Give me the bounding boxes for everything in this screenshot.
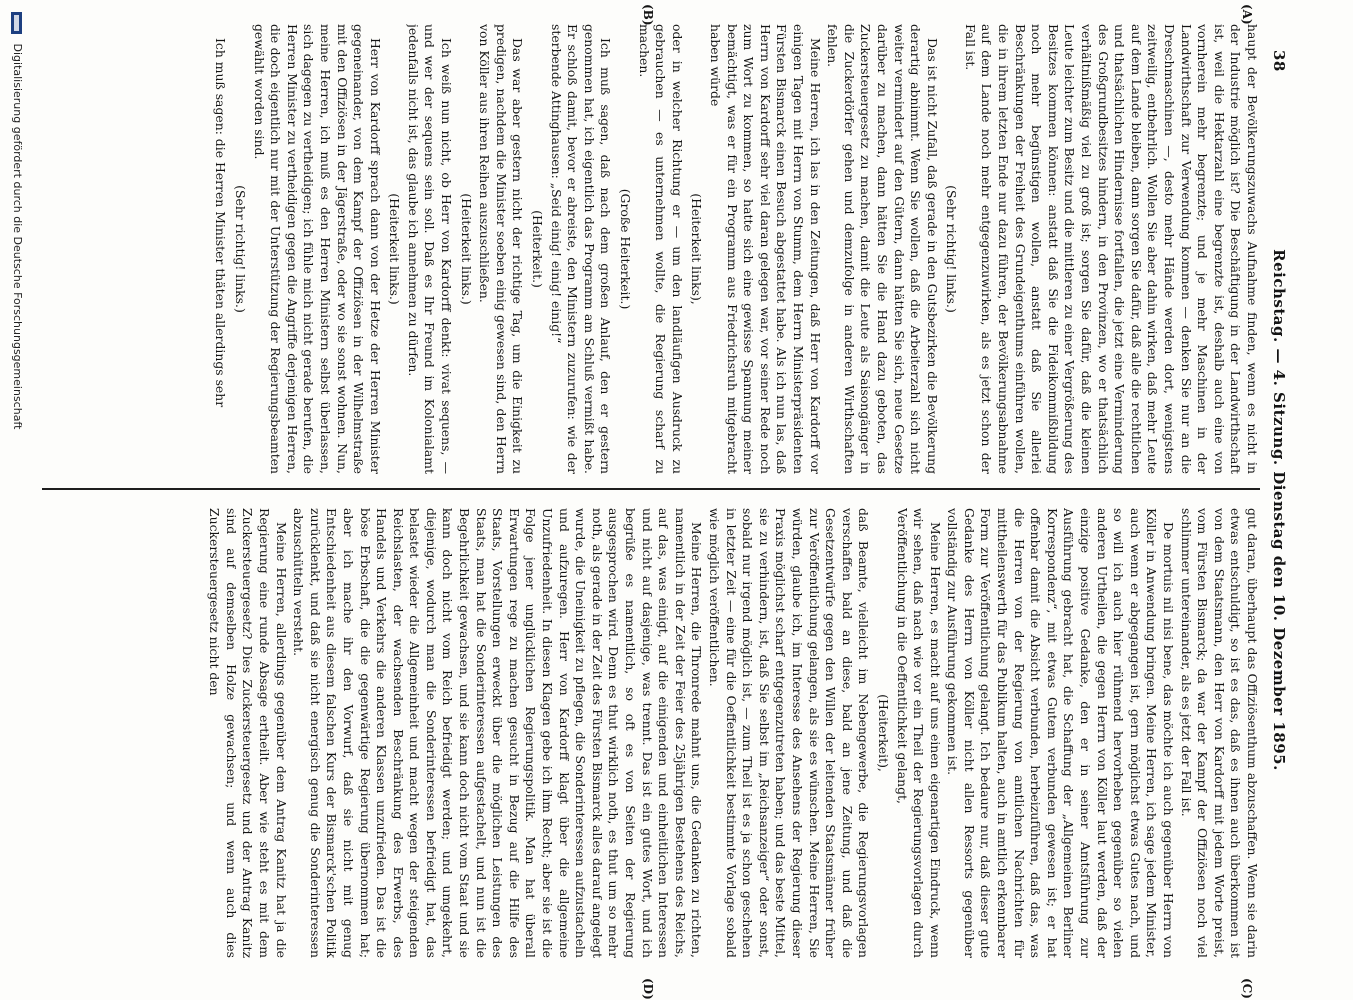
margin-marker-c: (C) xyxy=(1240,978,1254,999)
dfg-logo-icon xyxy=(12,12,23,34)
interjection: (Heiterkeit links.) xyxy=(387,193,403,305)
interjection: (Heiterkeit links), xyxy=(689,193,705,305)
interjection: (Heiterkeit.) xyxy=(530,210,546,288)
column-divider xyxy=(42,488,1260,490)
paragraph: Meine Herren, allerdings gegenüber dem Antrag Kanitz hat ja die Regierung eine runde Absage ertheilt. Aber wie steht es mit dem Zuckersteuergesetz? Dies Zuckersteuergesetz und der Antrag Kanitz sind auf demselben Holze gewachsen; und wenn auch dies Zuckersteuergesetz nicht den xyxy=(207,508,289,958)
interjection: (Große Heiterkeit.) xyxy=(618,188,634,310)
paragraph: Das ist nicht Zufall, daß gerade in den Gutsbezirken die Bevölkerung derartig abnimmt. Wenn Sie wollen, daß die Arbeiterzahl sich nicht weiter vermindert auf den Gütern, dann hätten Sie sich, neue Gesetze darüber zu machen, dann hätten Sie die Hand dazu geboten, das Zuckersteuergesetz zu machen, damit die Leute als Saisongänger in die Zuckerdörfer gehen und demzufolge in anderen Wirthschaften fehlen. xyxy=(825,24,940,474)
right-text-column xyxy=(45,508,1260,958)
paragraph: Ich muß sagen: die Herren Minister thäten allerdings sehr xyxy=(213,38,229,408)
margin-marker-d: (D) xyxy=(641,978,655,1000)
paragraph: daß Beamte, vielleicht im Nebengewerbe, die Regierungsvorlagen verschaffen bald an diese, bald an jene Zeitung, und daß die Gesetzentwürfe gegen den Willen der leitenden Staatsmänner früher zur Veröffentlichung gelangen, als sie es wünschen. Meine Herren, Sie würden, glaube ich, im Interesse des Ansehens der Regierung dieser Praxis möglichst scharf entgegenzutreten haben; und das beste Mittel, sie zu verhindern, ist, daß Sie selbst im „Reichsanzeiger“ oder sonst, sobald nur irgend möglich ist, — zum Theil ist es ja schon geschehen in letzter Zeit — eine für die Oeffentlichkeit bestimmte Vorlage sobald wie möglich veröffentlichen. xyxy=(707,508,872,958)
digitization-credit xyxy=(8,12,24,992)
paragraph: oder in welcher Richtung er — um den landläufigen Ausdruck zu gebrauchen — es unternehmen wollte, die Regierung scharf zu machen. xyxy=(636,24,685,474)
interjection: (Sehr richtig! links.) xyxy=(944,185,960,313)
interjection: (Heiterkeit), xyxy=(875,694,891,772)
paragraph: Das war aber gestern nicht der richtige Tag, um die Einigkeit zu predigen, nachdem die Minister soeben einig gewesen sind, den Herrn von Köller aus ihren Reihen auszuschließen. xyxy=(477,24,526,474)
paragraph: Meine Herren, es macht auf uns einen eigenartigen Eindruck, wenn wir sehen, daß nach wie vor ein Theil der Regierungsvorlagen durch Veröffentlichung in die Oeffentlichkeit gelangt, xyxy=(894,508,943,958)
paragraph: haupt der Bevölkerungszuwachs Aufnahme finden, wenn es nicht in der Industrie möglich ist? Die Beschäftigung in der Landwirthschaft ist, weil die Hektarzahl eine begrenzte ist, deshalb auch eine von vornherein mehr begrenzte; und je mehr Maschinen in der Landwirthschaft zur Verwendung kommen — denken Sie nur an die Dreschmaschinen —, desto mehr Hände werden dort, wenigstens zeitweilig, entbehrlich. Wollen Sie aber dahin wirken, daß mehr Leute auf dem Lande bleiben, dann sorgen Sie dafür, daß alle die rechtlichen und thatsächlichen Hindernisse fortfallen, die jetzt eine Verminderung des Großgrundbesitzes hindern, in den Provinzen, wo er thatsächlich verhältnißmäßig viel zu groß ist; sorgen Sie dafür, daß die kleinen Leute leichter zum Besitz und die mittleren zu einer Vergrößerung des Besitzes kommen können: anstatt daß Sie die Fideikommißbildung noch mehr begünstigen wollen, anstatt daß Sie allerlei Beschränkungen der Freiheit des Grundeigenthums einführen wollen, die in ihrem letzten Ende nur dazu führen, der Bevölkerungsabnahme auf dem Lande noch mehr entgegenzuwirken, als es jetzt schon der Fall ist. xyxy=(962,24,1260,474)
left-text-column xyxy=(45,24,1260,474)
running-title: Reichstag. — 4. Sitzung. Dienstag den 10. Dezember 1895. xyxy=(1270,249,1288,771)
paragraph: Ich muß sagen, daß nach dem großen Anlauf, den er gestern genommen hat, ich eigentlich das Programm am Schluß vermißt habe. Er schloß damit, bevor er abreiste, den Ministern zuzurufen: wie der sterbende Attinghausen: „Seid einig! einig! einig!“ xyxy=(548,24,614,474)
paragraph: Ich weiß nun nicht, ob Herr von Kardorff denkt: vivat sequens, — und wer der sequens sein soll. Daß es Ihr Freund im Kolonialamt jedenfalls nicht ist, das glaube ich annehmen zu dürfen. xyxy=(405,24,455,474)
page-number: 38 xyxy=(1270,50,1288,72)
interjection: (Heiterkeit links.) xyxy=(458,193,474,305)
margin-marker-a: (A) xyxy=(1240,4,1254,25)
paragraph: Meine Herren, die Thronrede mahnt uns, die Gedanken zu richten, namentlich in der Zeit der Feier des 25jährigen Bestehens des Reichs, auf das, was einigt, auf die einigenden und einheitlichen Interessen und nicht auf dasjenige, was trennt. Das ist ein gutes Wort, und ich begrüße es namentlich, so oft es von Seiten der Regierung ausgesprochen wird. Denn es thut wirklich noth, es thut um so mehr noth, als gerade in der Zeit des Fürsten Bismarck alles darauf angelegt wurde, die Uneinigkeit zu pflegen, die Sonderinteressen aufzustacheln und aufzuregen. Herr von Kardorff klagt über die allgemeine Unzufriedenheit. In diesen Klagen gebe ich ihm Recht; aber sie ist die Folge jener unglücklichen Regierungspolitik. Man hat überall Erwartungen rege zu machen gesucht in Bezug auf die Hilfe des Staats, Vorstellungen erweckt über die möglichen Leistungen des Staats, man hat die Sonderinteressen aufgestachelt, und nun ist die Begehrlichkeit gewachsen, und sie kann doch nicht vom Staat und sie kann doch nicht vom Reich befriedigt werden; und umgekehrt, diejenige, wodurch man die Sonderinteressen befriedigt hat, das belastet wieder die Allgemeinheit und macht wegen der steigenden Reichslasten, der wachsenden Beschränkung des Erwerbs, des Handels und Verkehrs die anderen Klassen unzufrieden. Das ist die böse Erbschaft, die die gegenwärtige Regierung übernommen hat; aber ich mache ihr den Vorwurf, daß sie nicht mit genug Entschiedenheit aus diesem falschen Kurs der Bismarck'schen Politik zurücklenkt, und daß sie nicht energisch genug die Sonderinteressen abzuschütteln versteht. xyxy=(291,508,705,958)
page-header xyxy=(1264,40,1298,980)
credit-text: Digitalisierung gefördert durch die Deutsche Forschungsgemeinschaft xyxy=(11,43,24,430)
margin-marker-b: (B) xyxy=(641,4,655,26)
paragraph: Meine Herren, ich las in den Zeitungen, daß Herr von Kardorff vor einigen Tagen mit Herrn von Stumm, dem Herrn Ministerpräsidenten Fürsten Bismarck einen Besuch abgestattet habe. Als ich nun las, daß Herrn von Kardorff sehr viel daran gelegen war, vor seiner Rede noch zum Wort zu kommen, so hatte sich eine gewisse Spannung meiner bemächtigt, was er für ein Programm aus Friedrichsruh mitgebracht haben würde xyxy=(708,24,823,474)
paragraph: gut daran, überhaupt das Offiziösenthum abzuschaffen. Wenn sie darin etwas entschuldigt, so ist es das, daß es ihnen auch überkommen ist von dem Staatsmann, den Herr von Kardorff mit jedem Worte preist, vom Fürsten Bismarck; da war der Kampf der Offiziösen noch viel schlimmer untereinander, als es jetzt der Fall ist. xyxy=(1178,508,1260,958)
paragraph: De mortuis nil nisi bene, das möchte ich auch gegenüber Herrn von Köller in Anwendung bringen. Meine Herren, ich sage jedem Minister, auch wenn er abgegangen ist, gern möglichst etwas Gutes nach, und so will ich auch hier rühmend hervorheben gegenüber so vielen anderen Urtheilen, die gegen Herrn von Köller laut werden, daß der einzige positive Gedanke, den er in seiner Amtsführung zur Ausführung gebracht hat, die Schaffung der „Allgemeinen Berliner Korrespondenz“, mit etwas Gutem verbunden gewesen ist; er hat offenbar damit die Absicht verbunden, herbeizuführen, daß das, was die Herren von der Regierung von amtlichen Nachrichten für mittheilenswerth für das Publikum halten, auch in amtlich erkennbarer Form zur Veröffentlichung gelangt. Ich bedaure nur, daß dieser gute Gedanke des Herrn von Köller nicht allen Ressorts gegenüber vollständig zur Ausführung gekommen ist. xyxy=(945,508,1177,958)
paragraph: Herr von Kardorff sprach dann von der Hetze der Herren Minister gegeneinander, von dem Kampf der Offiziösen in der Wilhelmstraße mit den Offiziösen in der Jägerstraße, oder wo sie sonst wohnen. Nun, meine Herren, ich muß es den Herren Ministern selbst überlassen, sich dagegen zu vertheidigen; ich fühle mich nicht gerade berufen, die Herren Minister zu vertheidigen gegen die Angriffe derjenigen Herren, die doch eigentlich nur mit der Unterstützung der Regierungsbeamten gewählt worden sind. xyxy=(251,24,383,474)
interjection: (Sehr richtig! links.) xyxy=(232,185,248,313)
